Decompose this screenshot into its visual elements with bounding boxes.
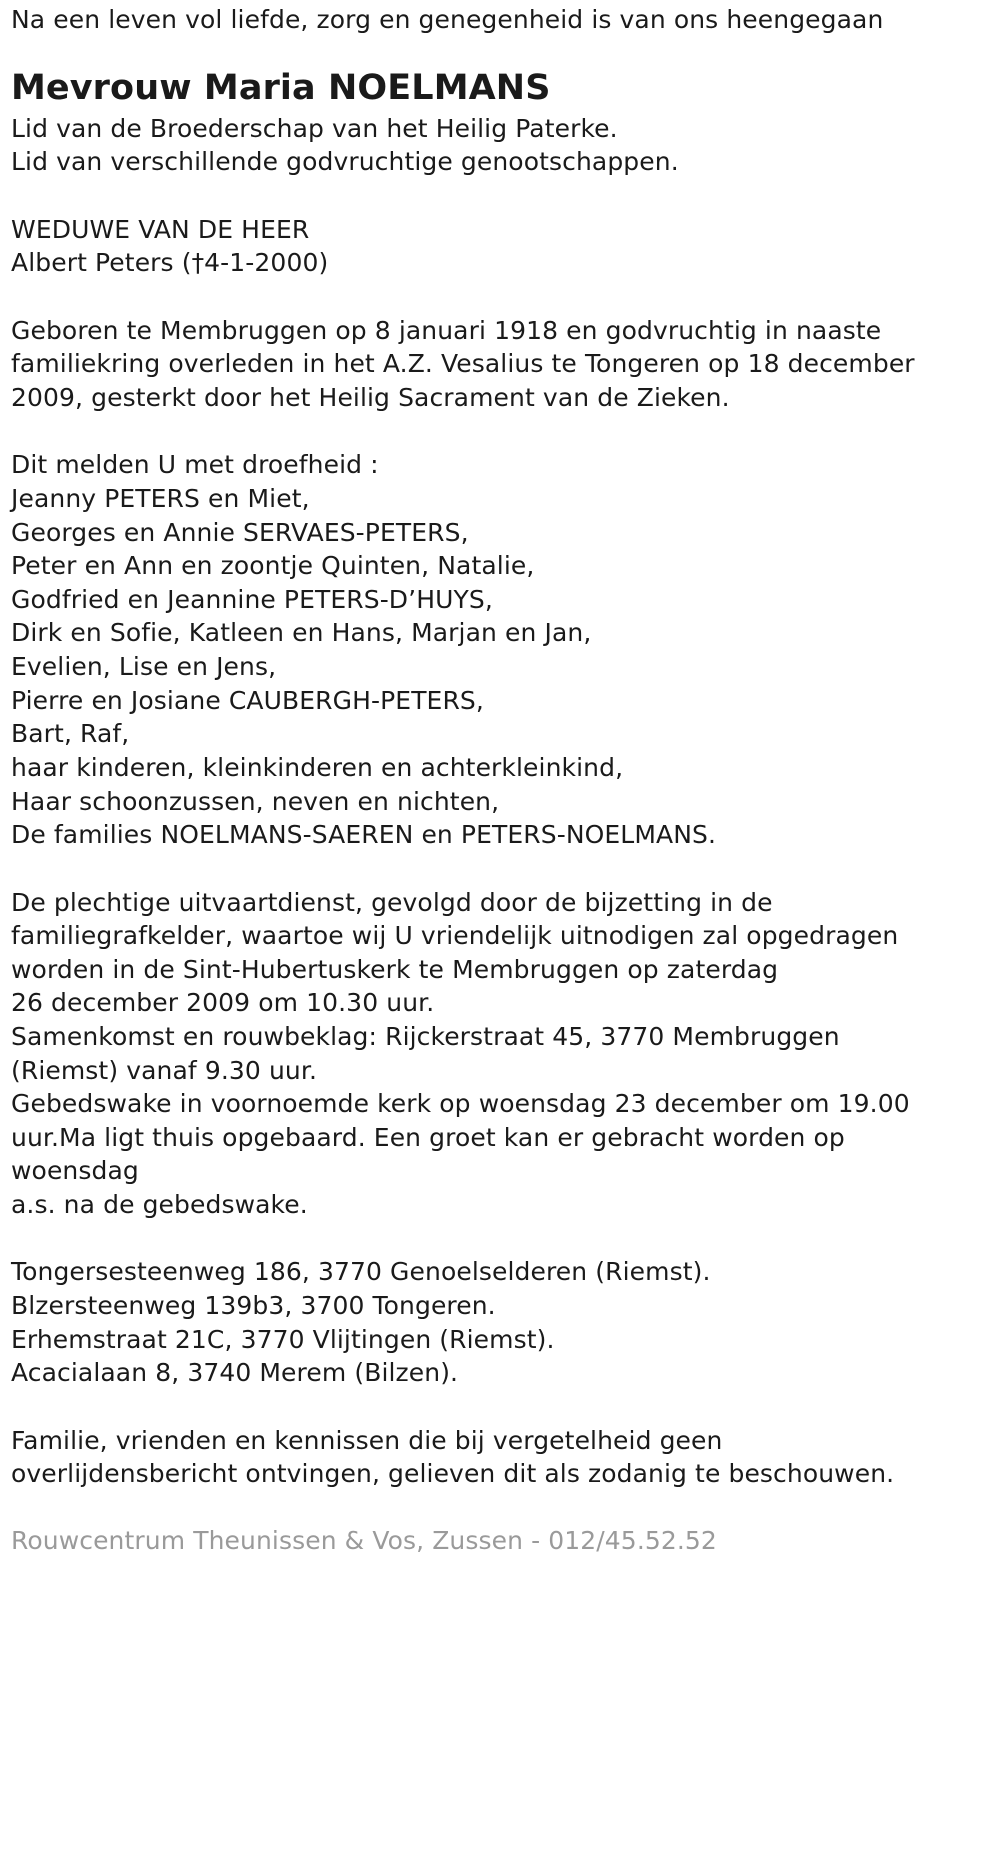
address-line: Erhemstraat 21C, 3770 Vlijtingen (Riemst). bbox=[11, 1325, 555, 1354]
ceremony-line: De plechtige uitvaartdienst, gevolgd door de bijzetting in de bbox=[11, 888, 773, 917]
address-line: Tongersesteenweg 186, 3770 Genoelselderen (Riemst). bbox=[11, 1257, 711, 1286]
spouse-title: WEDUWE VAN DE HEER bbox=[11, 215, 310, 244]
life-line: familiekring overleden in het A.Z. Vesalius te Tongeren op 18 december bbox=[11, 349, 915, 378]
life-line: 2009, gesterkt door het Heilig Sacrament van de Zieken. bbox=[11, 383, 730, 412]
mourner-line: De families NOELMANS-SAEREN en PETERS-NOELMANS. bbox=[11, 820, 717, 849]
address-line: Blzersteenweg 139b3, 3700 Tongeren. bbox=[11, 1291, 496, 1320]
closing-line: Familie, vrienden en kennissen die bij vergetelheid geen bbox=[11, 1426, 723, 1455]
ceremony-line: (Riemst) vanaf 9.30 uur. bbox=[11, 1056, 317, 1085]
ceremony-line: uur.Ma ligt thuis opgebaard. Een groet kan er gebracht worden op bbox=[11, 1123, 845, 1152]
deceased-name: Mevrouw Maria NOELMANS bbox=[11, 68, 551, 108]
mourner-line: Godfried en Jeannine PETERS-D’HUYS, bbox=[11, 585, 493, 614]
life-line: Geboren te Membruggen op 8 januari 1918 en godvruchtig in naaste bbox=[11, 316, 882, 345]
mourner-line: Haar schoonzussen, neven en nichten, bbox=[11, 787, 500, 816]
ceremony-line: Gebedswake in voornoemde kerk op woensdag 23 december om 19.00 bbox=[11, 1089, 910, 1118]
ceremony-line: Samenkomst en rouwbeklag: Rijckerstraat 45, 3770 Membruggen bbox=[11, 1022, 840, 1051]
mourner-line: Peter en Ann en zoontje Quinten, Natalie, bbox=[11, 551, 535, 580]
intro-line: Na een leven vol liefde, zorg en genegenheid is van ons heengegaan bbox=[11, 5, 884, 34]
membership-line: Lid van de Broederschap van het Heilig Paterke. bbox=[11, 114, 618, 143]
funeral-home-footer: Rouwcentrum Theunissen & Vos, Zussen - 012/45.52.52 bbox=[11, 1526, 717, 1555]
mourners-intro: Dit melden U met droefheid : bbox=[11, 450, 379, 479]
ceremony-line: a.s. na de gebedswake. bbox=[11, 1190, 308, 1219]
mourner-line: Pierre en Josiane CAUBERGH-PETERS, bbox=[11, 686, 484, 715]
membership-line: Lid van verschillende godvruchtige genootschappen. bbox=[11, 147, 679, 176]
spouse-name: Albert Peters (†4-1-2000) bbox=[11, 248, 329, 277]
closing-line: overlijdensbericht ontvingen, gelieven dit als zodanig te beschouwen. bbox=[11, 1459, 895, 1488]
mourner-line: Evelien, Lise en Jens, bbox=[11, 652, 277, 681]
mourner-line: Georges en Annie SERVAES-PETERS, bbox=[11, 518, 469, 547]
ceremony-line: woensdag bbox=[11, 1156, 139, 1185]
ceremony-line: worden in de Sint-Hubertuskerk te Membruggen op zaterdag bbox=[11, 955, 779, 984]
mourner-line: haar kinderen, kleinkinderen en achterkleinkind, bbox=[11, 753, 624, 782]
ceremony-line: 26 december 2009 om 10.30 uur. bbox=[11, 988, 435, 1017]
address-line: Acacialaan 8, 3740 Merem (Bilzen). bbox=[11, 1358, 459, 1387]
mourner-line: Bart, Raf, bbox=[11, 719, 130, 748]
ceremony-line: familiegrafkelder, waartoe wij U vriendelijk uitnodigen zal opgedragen bbox=[11, 921, 899, 950]
mourner-line: Dirk en Sofie, Katleen en Hans, Marjan en Jan, bbox=[11, 618, 592, 647]
mourner-line: Jeanny PETERS en Miet, bbox=[11, 484, 310, 513]
